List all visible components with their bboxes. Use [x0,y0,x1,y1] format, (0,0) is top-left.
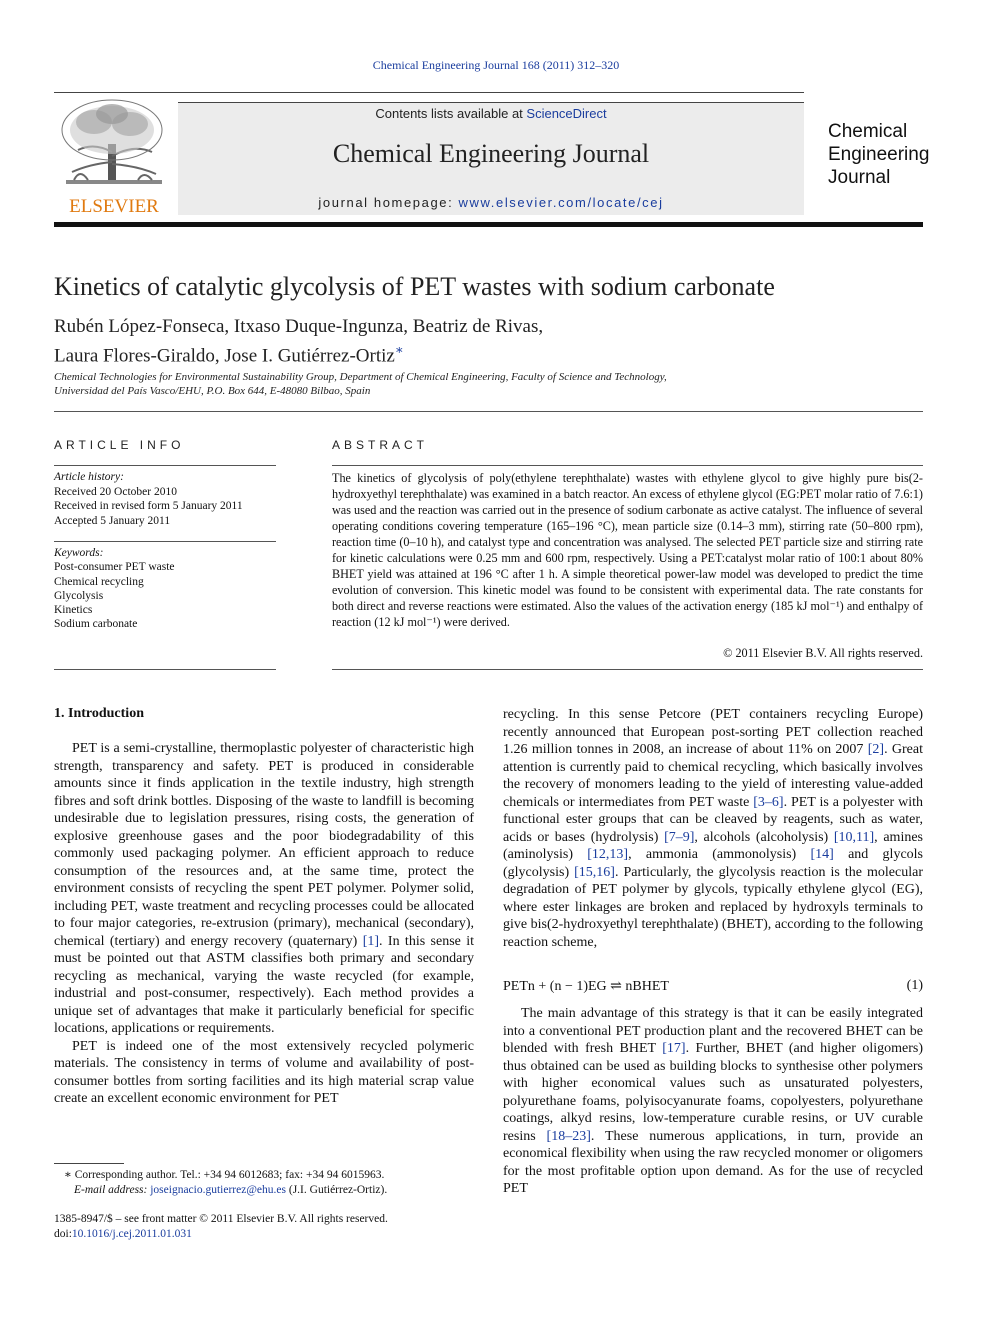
citation-link[interactable]: [2] [867,742,885,757]
equation-number: (1) [906,978,923,993]
abstract-heading: ABSTRACT [332,438,429,452]
citation-link[interactable]: [17] [662,1041,686,1056]
front-matter [54,1212,388,1241]
contents-availability [178,106,804,121]
journal-homepage [178,195,804,210]
elsevier-wordmark: ELSEVIER [69,196,159,214]
accepted-date: Accepted 5 January 2011 [54,514,171,527]
paragraph [54,740,474,1038]
text-run: . Particularly, the glycolysis reaction is the molecular degradation of PET polymer by glycols, typically ethylene glycol (EG), where ester linkages are broken and replaced by hydroxyls terminals to give bis(2-hydroxyethyl terephthalate) (BHET), according to the following reaction scheme, [503,864,923,950]
citation-link[interactable]: [14] [810,847,834,862]
journal-banner [178,102,804,215]
corresponding-author-marker[interactable]: ∗ [394,342,404,357]
divider [54,465,276,466]
affiliation-line: Chemical Technologies for Environmental Sustainability Group, Department of Chemical Engineering, Faculty of Science and Technology, [54,371,667,383]
authors-line: Rubén López-Fonseca, Itxaso Duque-Ingunza, Beatriz de Rivas, [54,316,544,337]
journal-cover-title[interactable] [828,120,929,189]
text-run: . Further, BHET (and higher oligomers) thus obtained can be used as building blocks to synthesise other polymers with higher economical values such as unsaturated polyesters, polyurethane foams, polyisocyanurate foams, copolyesters, polyurethane coatings, alkyd resins, low-temperature curable resins, or UV curable resins [503,1041,924,1144]
doi-prefix: doi: [54,1227,72,1240]
keywords-heading: Keywords: [54,547,104,559]
author-affiliation [54,370,667,398]
divider [54,669,276,670]
cover-title-line: Engineering [828,144,930,165]
paragraph [503,706,923,951]
text-run: , ammonia (ammonolysis) [628,847,811,862]
keyword: Glycolysis [54,589,104,602]
equation-text: PETn + (n − 1)EG ⇌ nBHET [503,979,669,994]
authors-line: Laura Flores-Giraldo, Jose I. Gutiérrez-Ortiz [54,345,395,367]
keywords [54,546,276,632]
keyword: Sodium carbonate [54,618,138,631]
keyword: Post-consumer PET waste [54,561,175,574]
journal-citation-link[interactable]: Chemical Engineering Journal 168 (2011) 312–320 [372,58,620,72]
affiliation-line: Universidad del País Vasco/EHU, P.O. Box 644, E-48080 Bilbao, Spain [54,385,371,397]
cover-title-line: Journal [828,167,891,188]
footnote-divider [54,1163,124,1164]
article-history [54,470,276,528]
article-title: Kinetics of catalytic glycolysis of PET wastes with sodium carbonate [54,272,775,301]
text-run: The main advantage of this strategy is that it can be easily integrated into a conventional PET production plant and the recovered BHET can be blended with fresh BHET [503,1006,923,1056]
email-link[interactable]: joseignacio.gutierrez@ehu.es [150,1183,286,1196]
divider [332,669,923,670]
reaction-equation [503,978,923,995]
citation-link[interactable]: [3–6] [753,794,784,810]
keyword: Kinetics [54,604,93,617]
abstract-body: The kinetics of glycolysis of poly(ethylene terephthalate) wastes with ethylene glycol to give highly pure bis(2-hydroxyethyl terephthalate) was examined in a batch reactor. An excess of ethylene glycol (EG:PET molar ratio of 7.6:1) was used and the reaction was carried out in the presence of sodium carbonate as active catalyst. The influence of several operating conditions covering temperature (165–196 °C), mean particle size (0.14–3 mm), stirring rate (50–800 rpm), reaction time (0–10 h), and catalyst type and concentration was analysed. The selected PET particle size and stirring rate for kinetic calculations were 0.25 mm and 600 rpm, respectively. Using a PET:catalyst molar ratio of 100:1 about 80% BHET yield was attained at 196 °C after 1 h. A simple theoretical power-law model was developed to predict the time evolution of conversion. This kinetic model was found to be consistent with experimental data. The rate constants for both direct and reverse reactions were estimated. Also the values of the activation energy (185 kJ mol⁻¹) and enthalpy of reaction (12 kJ mol⁻¹) were derived. [332,471,923,629]
text-run: , amines (aminolysis) [503,829,923,862]
body-column-left [54,740,474,1108]
corresponding-details: Corresponding author. Tel.: +34 94 6012683; fax: +34 94 6015963. [71,1169,385,1181]
text-run: . Great attention is currently paid to chemical recycling, which basically involves the recovery of monomers leading to the yield of interesting value-added chemicals or intermediates from PET waste [503,742,923,810]
text-run: , alcohols (alcoholysis) [694,829,834,845]
author-list [54,315,543,367]
contents-prefix: Contents lists available at [375,106,527,121]
journal-masthead [54,92,930,227]
citation-link[interactable]: [15,16] [574,864,615,880]
cover-title-line: Chemical [828,121,908,142]
homepage-link[interactable]: www.elsevier.com/locate/cej [458,195,664,210]
divider [54,541,276,542]
body-column-right [503,706,923,951]
text-run: recycling. In this sense Petcore (PET containers recycling Europe) recently announced that European post-sorting PET collection reached 1.26 million tonnes in 2008, an increase of about 11% on 2007 [503,707,923,757]
journal-title: Chemical Engineering Journal [332,139,650,168]
email-label: E-mail address: [74,1183,151,1196]
divider [54,411,923,412]
issn-line: 1385-8947/$ – see front matter © 2011 Elsevier B.V. All rights reserved. [54,1213,388,1225]
received-date: Received 20 October 2010 [54,485,177,498]
keyword: Chemical recycling [54,575,144,588]
citation-link[interactable]: [10,11] [833,829,875,845]
revised-date: Received in revised form 5 January 2011 [54,500,243,512]
citation-link[interactable]: [7–9] [664,829,695,845]
text-run: . In this sense it must be pointed out that ASTM classifies both primary and secondary recycling as mechanical, varying the waste recycled (for example, industrial and post-consumer, respectively). Each method provides a unique set of advantages that make it particularly beneficial for specific locations, applications or requirements. [54,933,475,1036]
body-column-right-continued [503,1005,923,1198]
footnote-marker: ∗ [64,1169,72,1181]
text-run: PET is a semi-crystalline, thermoplastic polyester of characteristic high strength, transparency and safety. PET is produced in considerable amounts since it finds application in the textile industry, high strength fibres and soft drink bottles. Disposing of the waste to landfill is becoming undesirable due to legislation pressures, rising costs, the generation of explosive greenhouse gases and the poor biodegradability of this commonly used packaging polymer. An efficient approach to reduce consumption of the resources and, at the same time, protect the environment consists of recycling the spent PET polymer. Polymer solid, including PET, waste treatment and recycling processes could be allocated to four major categories, re-extrusion (primary), mechanical (secondary), chemical (tertiary) and energy recovery (quaternary) [54,741,474,949]
citation-link[interactable]: [1] [362,933,380,949]
homepage-prefix: journal homepage: [318,195,459,210]
corresponding-author-footnote [54,1168,387,1197]
text-run: . These numerous applications, in turn, provide an economical flexibility when using the raw recycled monomer or oligomers for the most profitable option upon demand. As for the use of recycled PET [503,1128,923,1196]
history-heading: Article history: [54,471,124,483]
citation-link[interactable]: [12,13] [587,847,629,862]
section-heading: 1. Introduction [54,706,144,721]
paragraph [503,1005,923,1198]
text-run: and glycols (glycolysis) [503,847,923,880]
copyright-notice: © 2011 Elsevier B.V. All rights reserved. [723,646,923,660]
sciencedirect-link[interactable]: ScienceDirect [526,106,607,121]
header-divider [54,222,923,227]
divider [332,465,923,466]
citation-link[interactable]: [18–23] [546,1128,591,1144]
text-run: . PET is a polyester with functional ester groups that can be cleaved by reagents, such as water, acids or bases (hydrolysis) [503,794,923,845]
email-suffix: (J.I. Gutiérrez-Ortiz). [286,1183,388,1196]
article-info-heading: ARTICLE INFO [54,438,185,452]
doi-link[interactable]: 10.1016/j.cej.2011.01.031 [71,1227,192,1240]
elsevier-logo[interactable] [54,92,174,214]
elsevier-tree-icon [54,92,174,214]
paragraph: PET is indeed one of the most extensively recycled polymeric materials. The consistency in terms of volume and availability of post-consumer bottles from sorting facilities and its high material scrap value create an excellent economic environment for PET [54,1038,474,1106]
